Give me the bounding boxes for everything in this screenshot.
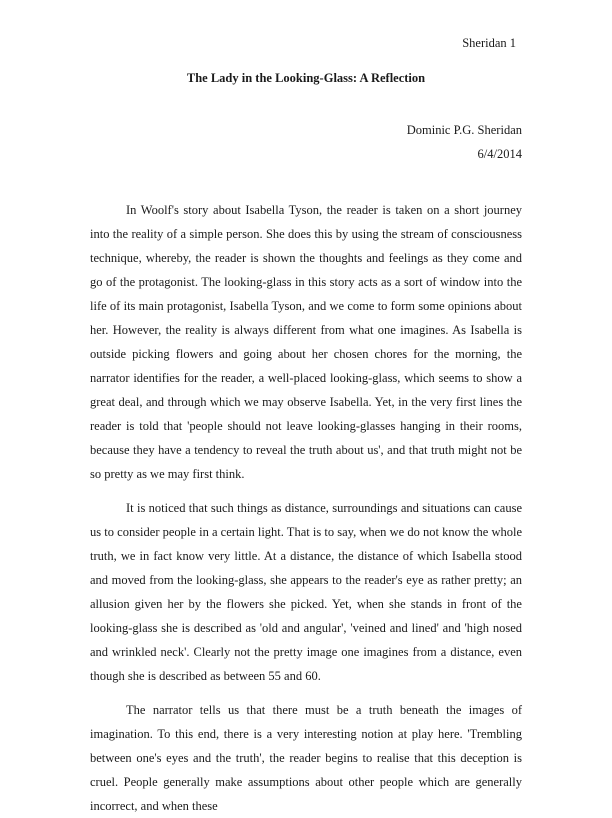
essay-title: The Lady in the Looking-Glass: A Reflection (186, 71, 426, 85)
running-head: Sheridan 1 (462, 36, 516, 50)
essay-date: 6/4/2014 (477, 147, 522, 161)
paragraph: It is noticed that such things as distance, surroundings and situations can cause us to consider people in a certain light. That is to say, when we do not know the whole truth, we in fact know very little. At a distance, the distance of which Isabella stood and moved from the looking-glass, she appears to the reader's eye as rather pretty; an allusion given her by the flowers she picked. Yet, when she stands in front of the looking-glass she is described as 'old and angular', 'veined and lined' and 'high nosed and wrinkled neck'. Clearly not the pretty image one imagines from a distance, even though she is described as between 55 and 60. (90, 501, 522, 683)
paragraph: In Woolf's story about Isabella Tyson, the reader is taken on a short journey into the reality of a simple person. She does this by using the stream of consciousness technique, whereby, the reader is shown the thoughts and feelings as they come and go of the protagonist. The looking-glass in this story acts as a sort of window into the life of its main protagonist, Isabella Tyson, and we come to form some opinions about her. However, the reality is always different from what one imagines. As Isabella is outside picking flowers and going about her chosen chores for the morning, the narrator identifies for the reader, a well-placed looking-glass, which seems to show a great deal, and through which we may observe Isabella. Yet, in the very first lines the reader is told that 'people should not leave looking-glasses hanging in their rooms, because they have a tendency to reveal the truth about us', and that truth might not be so pretty as we may first think. (90, 203, 522, 481)
paragraph: The narrator tells us that there must be a truth beneath the images of imagination. To this end, there is a very interesting notion at play here. 'Trembling between one's eyes and the truth', the reader begins to realise that this deception is cruel. People generally make assumptions about other people which are generally incorrect, and when these (90, 703, 522, 813)
essay-body (90, 198, 522, 818)
author-name: Dominic P.G. Sheridan (406, 123, 522, 137)
